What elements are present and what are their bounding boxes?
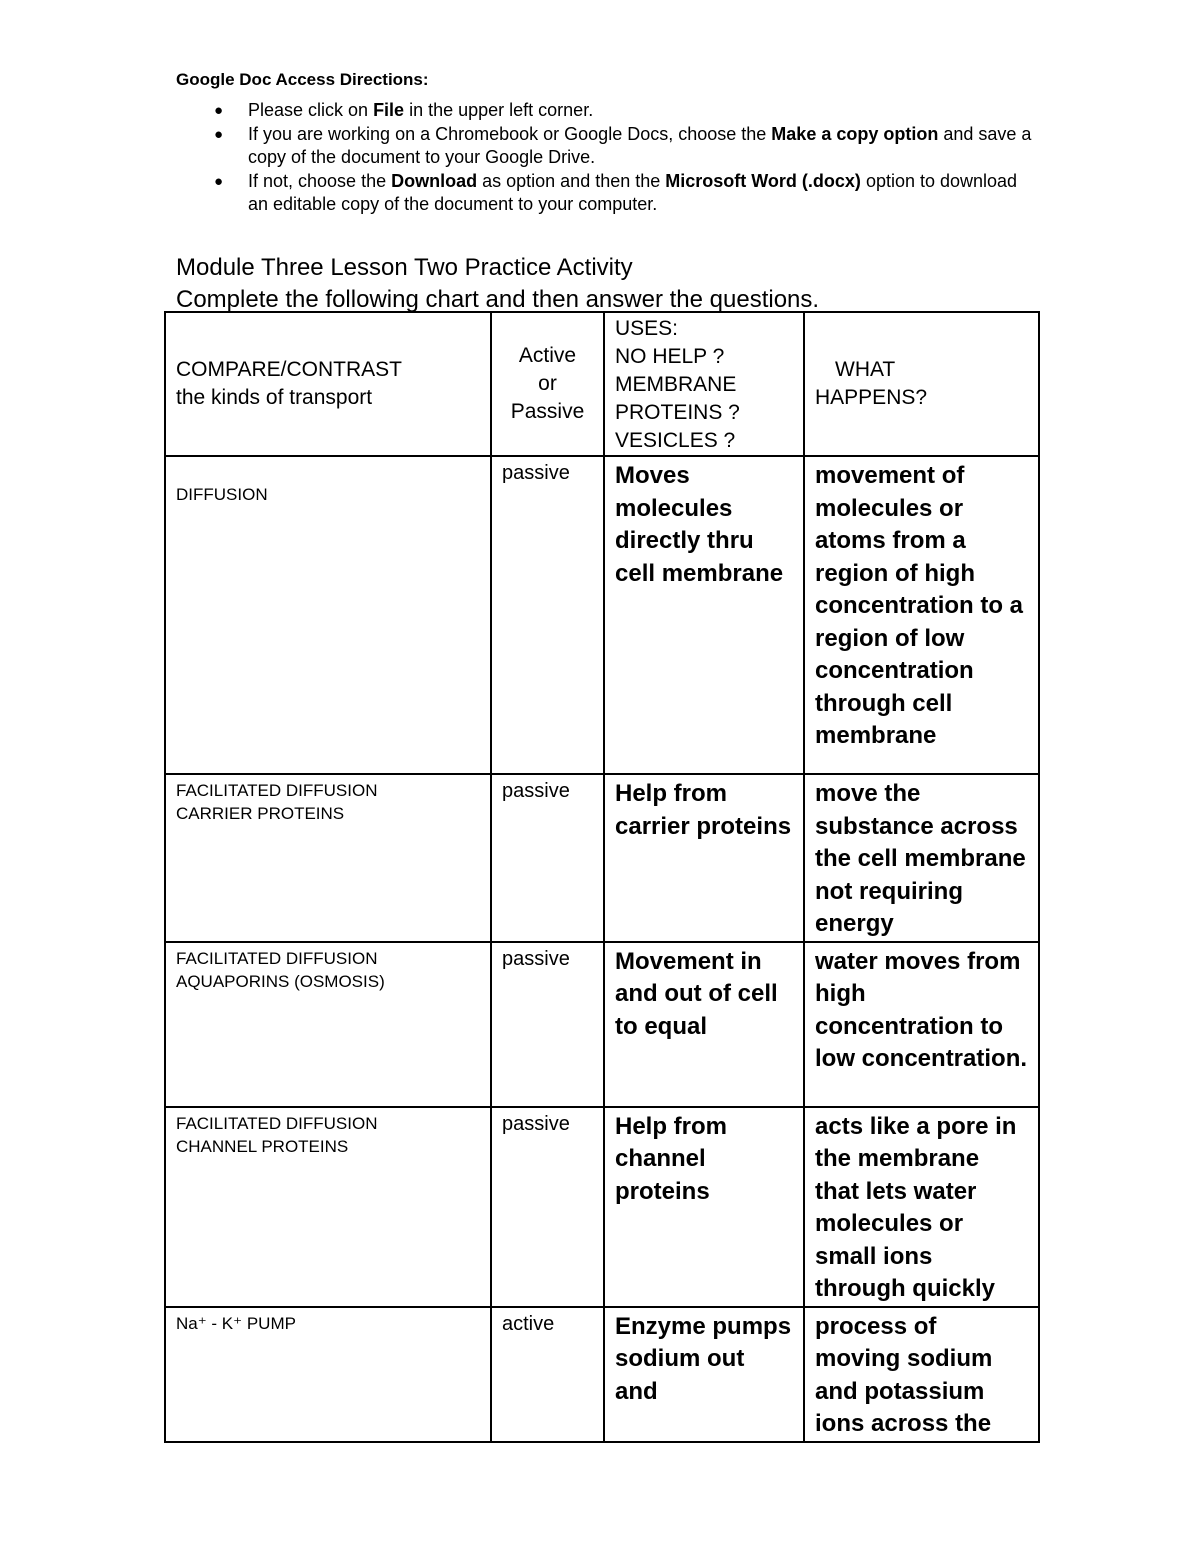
transport-name-cell: Na⁺ - K⁺ PUMP (165, 1307, 491, 1442)
header-text: WHAT (835, 358, 896, 381)
direction-text: as option and then the (477, 170, 666, 191)
header-text: VESICLES ? (615, 429, 736, 452)
direction-text: option to download an editable copy of the document to your computer. (248, 170, 1018, 214)
header-text: Passive (510, 400, 585, 423)
header-text: HAPPENS? (815, 386, 928, 409)
transport-what-cell: acts like a pore in the membrane that lets water molecules or small ions through quickly (804, 1107, 1039, 1307)
activity-instruction: Complete the following chart and then answer the questions. (176, 286, 820, 313)
table-row (165, 942, 1039, 1107)
direction-emphasis: Microsoft Word (.docx) (665, 170, 861, 191)
access-directions (176, 70, 1036, 217)
header-uses (604, 312, 804, 456)
transport-name-cell: FACILITATED DIFFUSION AQUAPORINS (OSMOSIS) (165, 942, 491, 1107)
directions-list (176, 99, 1036, 217)
transport-uses-cell: Movement in and out of cell to equal (604, 942, 804, 1107)
header-text: MEMBRANE (615, 373, 737, 396)
transport-name-cell: FACILITATED DIFFUSION CHANNEL PROTEINS (165, 1107, 491, 1307)
header-text: USES: (615, 317, 679, 340)
transport-name-cell: FACILITATED DIFFUSION CARRIER PROTEINS (165, 774, 491, 942)
transport-mode-cell: active (491, 1307, 604, 1442)
direction-emphasis: File (373, 100, 405, 120)
bullet-icon: ● (214, 172, 224, 190)
directions-heading: Google Doc Access Directions: (176, 70, 429, 89)
direction-text: Please click on (248, 100, 374, 120)
direction-text: If you are working on a Chromebook or Google Docs, choose the (248, 123, 772, 144)
transport-name-cell: DIFFUSION (165, 456, 491, 774)
header-compare (165, 312, 491, 456)
table-row (165, 456, 1039, 774)
transport-what-cell: movement of molecules or atoms from a region of high concentration to a region of low concentration through cell membrane (804, 456, 1039, 774)
transport-mode-cell: passive (491, 1107, 604, 1307)
activity-section (176, 252, 819, 316)
header-text: PROTEINS ? (615, 401, 740, 424)
header-text: NO HELP ? (615, 345, 725, 368)
direction-item (176, 99, 1036, 123)
transport-mode-cell: passive (491, 774, 604, 942)
header-text: Active (518, 344, 577, 367)
transport-uses-cell: Help from carrier proteins (604, 774, 804, 942)
chart-header-row (165, 312, 1039, 456)
transport-what-cell: move the substance across the cell membrane not requiring energy (804, 774, 1039, 942)
transport-chart (164, 311, 1040, 1443)
transport-what-cell: water moves from high concentration to low concentration. (804, 942, 1039, 1107)
header-text: or (538, 372, 557, 395)
direction-emphasis: Download (391, 170, 478, 191)
table-row (165, 1307, 1039, 1442)
header-what-happens (804, 312, 1039, 456)
transport-what-cell: process of moving sodium and potassium ions across the (804, 1307, 1039, 1442)
header-mode (491, 312, 604, 456)
transport-uses-cell: Help from channel proteins (604, 1107, 804, 1307)
direction-emphasis: Make a copy option (771, 123, 939, 144)
table-row (165, 774, 1039, 942)
direction-item (176, 123, 1036, 170)
activity-title: Module Three Lesson Two Practice Activity (176, 254, 633, 281)
header-text: COMPARE/CONTRAST (176, 358, 402, 381)
direction-item (176, 170, 1036, 217)
direction-text: and save a copy of the document to your Google Drive. (248, 123, 1032, 167)
direction-text: If not, choose the (248, 170, 392, 191)
transport-mode-cell: passive (491, 942, 604, 1107)
bullet-icon: ● (214, 125, 224, 143)
transport-uses-cell: Enzyme pumps sodium out and (604, 1307, 804, 1442)
transport-uses-cell: Moves molecules directly thru cell membrane (604, 456, 804, 774)
bullet-icon: ● (214, 102, 224, 119)
transport-mode-cell: passive (491, 456, 604, 774)
header-text: the kinds of transport (176, 386, 373, 409)
table-row (165, 1107, 1039, 1307)
direction-text: in the upper left corner. (404, 100, 594, 120)
